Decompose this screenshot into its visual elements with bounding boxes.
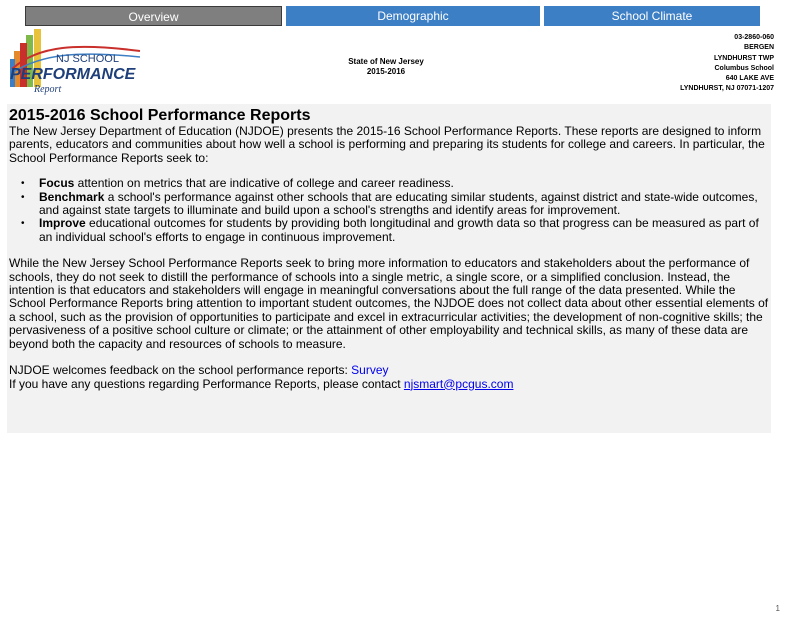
school-street: 640 LAKE AVE bbox=[725, 75, 774, 83]
school-city: LYNDHURST, NJ 07071-1207 bbox=[680, 85, 774, 93]
overview-panel bbox=[7, 104, 771, 433]
bullet-keyword: Focus bbox=[39, 176, 75, 191]
report-year: 2015-2016 bbox=[366, 67, 406, 76]
list-item bbox=[9, 177, 769, 190]
nj-school-performance-logo bbox=[8, 29, 144, 97]
logo-line2: PERFORMANCE bbox=[10, 66, 136, 83]
state-name: State of New Jersey bbox=[348, 57, 424, 66]
intro-paragraph: The New Jersey Department of Education (NJDOE) presents the 2015-16 School Performance Reports. These reports are designed to inform parents, educators and communities about how well a school is performing and preparing its students for college and careers. In particular, the School Performance Reports seek to: bbox=[9, 124, 765, 165]
tab-demographic[interactable]: Demographic bbox=[286, 6, 540, 26]
tab-overview[interactable]: Overview bbox=[25, 6, 282, 26]
report-header bbox=[326, 57, 446, 77]
list-item bbox=[9, 191, 769, 218]
school-code: 03-2860-060 bbox=[734, 34, 774, 41]
bullet-icon: • bbox=[21, 218, 25, 230]
bullet-keyword: Benchmark bbox=[39, 189, 105, 204]
bullet-icon: • bbox=[21, 191, 25, 203]
tab-school-climate[interactable]: School Climate bbox=[544, 6, 760, 26]
disclaimer-paragraph: While the New Jersey School Performance Reports seek to bring more information to educators and stakeholders about the performance of schools, they do not seek to distill the performance of schools into a single metric, a single score, or a simplified conclusion. Instead, the intention is that educators and stakeholders will engage in meaningful conversations about the full range of the data presented. While the School Performance Reports bring attention to important student outcomes, the NJDOE does not collect data about other essential elements of a school, such as the provision of opportunities to participate and excel in extracurricular activities; the development of non-cognitive skills; the pervasiveness of a positive school culture or climate; or the attainment of other employability and technical skills, as many of these data are beyond both the capacity and resources of schools to measure. bbox=[9, 256, 769, 351]
nav-tabs bbox=[25, 6, 760, 26]
bullet-text: attention on metrics that are indicative of college and career readiness. bbox=[74, 176, 454, 191]
bullet-text: educational outcomes for students by providing both longitudinal and growth data so that progress can be measured as part of an individual school's efforts to engage in continuous improvement. bbox=[39, 216, 759, 244]
school-name: Columbus School bbox=[714, 64, 774, 72]
district-name: LYNDHURST TWP bbox=[713, 54, 774, 62]
feedback-line bbox=[9, 364, 769, 377]
contact-line bbox=[9, 378, 769, 391]
page-title: 2015-2016 School Performance Reports bbox=[9, 107, 311, 124]
survey-link[interactable]: Survey bbox=[351, 363, 389, 378]
list-item bbox=[9, 217, 769, 244]
contact-text: If you have any questions regarding Performance Reports, please contact bbox=[9, 376, 404, 391]
bullet-keyword: Improve bbox=[39, 216, 86, 231]
feedback-text: NJDOE welcomes feedback on the school performance reports: bbox=[9, 363, 352, 378]
page-number: 1 bbox=[775, 604, 780, 613]
contact-email-link[interactable]: njsmart@pcgus.com bbox=[403, 376, 514, 391]
county-name: BERGEN bbox=[744, 44, 774, 52]
logo-line1: NJ SCHOOL bbox=[56, 53, 119, 65]
school-info bbox=[574, 33, 774, 95]
goals-list bbox=[9, 177, 769, 244]
bullet-icon: • bbox=[21, 178, 25, 190]
bullet-text: a school's performance against other schools that are educating similar students, against district and state-wide outcomes, and against state targets to illuminate and build upon a school's strengths and identify areas for improvement. bbox=[39, 189, 758, 218]
logo-line3: Report bbox=[34, 84, 62, 95]
